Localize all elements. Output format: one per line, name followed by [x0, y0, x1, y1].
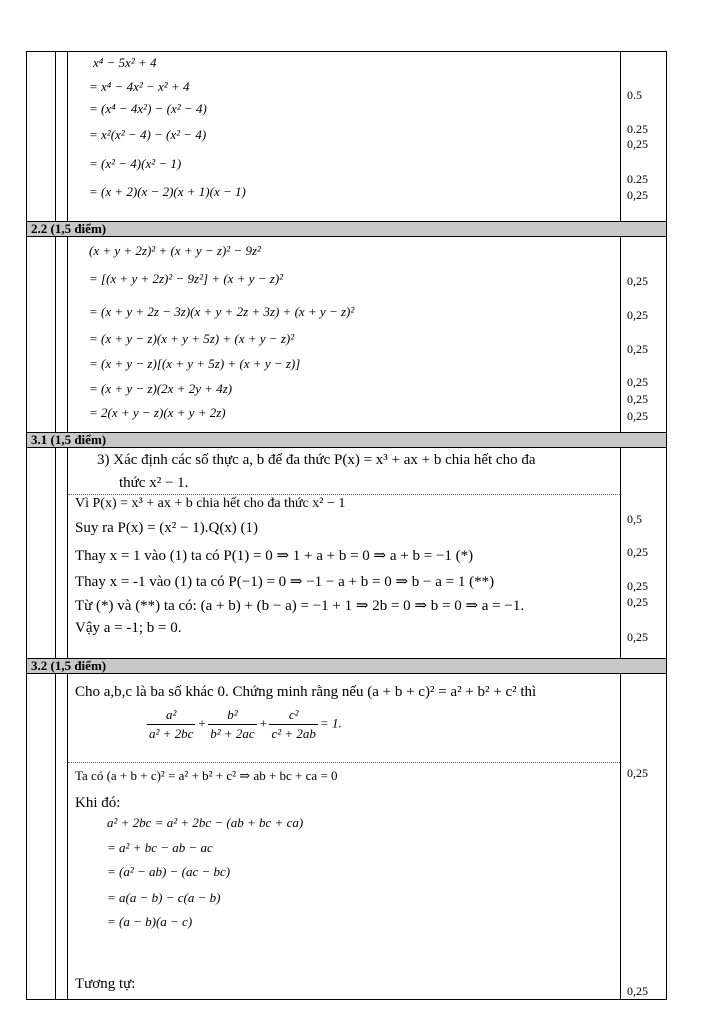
- fraction-a: $\frac{\text{a²}}{\text{a² + 2bc}}$: [149, 707, 194, 741]
- problem-3-2-line1: Cho a,b,c là ba số khác 0. Chứng minh rằng nếu (a + b + c)² = a² + b² + c² thì: [75, 684, 537, 700]
- p31-line: Vậy a = -1; b = 0.: [75, 620, 182, 636]
- score: 0,25: [627, 595, 648, 609]
- p31-line: Thay x = -1 vào (1) ta có P(−1) = 0 ⇒ −1 − a + b = 0 ⇒ b − a = 1 (**): [75, 574, 495, 590]
- p22-line: = (x + y + 2z − 3z)(x + y + 2z + 3z) + (x + y − z)²: [89, 304, 355, 319]
- dotted-divider: [68, 762, 620, 763]
- p1-line: = x⁴ − 4x² − x² + 4: [89, 79, 190, 94]
- dotted-divider: [68, 494, 620, 495]
- score: 0,25: [627, 409, 648, 423]
- score: 0,25: [627, 392, 648, 406]
- p32-line: = (a² − ab) − (ac − bc): [107, 864, 231, 879]
- p32-tuong-tu: Tương tự:: [75, 976, 136, 992]
- p32-ta-co: Ta có (a + b + c)² = a² + b² + c² ⇒ ab + bc + ca = 0: [75, 768, 338, 783]
- p31-line: Từ (*) và (**) ta có: (a + b) + (b − a) = −1 + 1 ⇒ 2b = 0 ⇒ b = 0 ⇒ a = −1.: [75, 598, 525, 614]
- score: 0,25: [627, 984, 648, 998]
- answer-table: [26, 51, 667, 1000]
- p1-line: = (x + 2)(x − 2)(x + 1)(x − 1): [89, 184, 246, 199]
- score: 0.5: [627, 88, 642, 102]
- score: 0.25: [627, 172, 648, 186]
- column-divider-inner: [67, 52, 68, 999]
- p22-line: = (x + y − z)(2x + 2y + 4z): [89, 381, 233, 396]
- fraction-identity: $\frac{\text{a²}}{\text{a² + 2bc}}$ + $\frac{\text{b²}}{\text{b² + 2ac}}$ + $\frac{\text{c²}}{\text{c² + 2ab}}$ = 1.: [149, 707, 342, 741]
- p22-line: = 2(x + y − z)(x + y + 2z): [89, 405, 226, 420]
- fraction-c: $\frac{\text{c²}}{\text{c² + 2ab}}$: [271, 707, 316, 741]
- p22-line: = [(x + y + 2z)² − 9z²] + (x + y − z)²: [89, 271, 284, 286]
- section-header-3-1: 3.1 (1,5 điểm): [27, 432, 666, 448]
- score: 0,25: [627, 308, 648, 322]
- section-header-2-2: 2.2 (1,5 điểm): [27, 221, 666, 237]
- p22-line: = (x + y − z)[(x + y + 5z) + (x + y − z)]: [89, 356, 301, 371]
- p1-line: = (x² − 4)(x² − 1): [89, 156, 182, 171]
- score: 0,25: [627, 375, 648, 389]
- p1-line: = (x⁴ − 4x²) − (x² − 4): [89, 101, 207, 116]
- score: 0,25: [627, 545, 648, 559]
- p31-line: Suy ra P(x) = (x² − 1).Q(x) (1): [75, 520, 259, 536]
- score: 0,25: [627, 630, 648, 644]
- p32-line: a² + 2bc = a² + 2bc − (ab + bc + ca): [107, 815, 304, 830]
- score: 0,25: [627, 274, 648, 288]
- column-divider-score: [620, 52, 621, 999]
- score: 0,5: [627, 512, 642, 526]
- p1-line: x⁴ − 5x² + 4: [93, 55, 157, 70]
- section-header-3-2: 3.2 (1,5 điểm): [27, 658, 666, 674]
- p22-line: (x + y + 2z)² + (x + y − z)² − 9z²: [89, 243, 261, 258]
- problem-3-1-line1: 3) Xác định các số thực a, b để đa thức P(x) = x³ + ax + b chia hết cho đa: [97, 452, 536, 468]
- score: 0,25: [627, 342, 648, 356]
- p22-line: = (x + y − z)(x + y + 5z) + (x + y − z)²: [89, 331, 295, 346]
- p32-line: = a(a − b) − c(a − b): [107, 890, 221, 905]
- fraction-b: $\frac{\text{b²}}{\text{b² + 2ac}}$: [210, 707, 255, 741]
- p32-line: = a² + bc − ab − ac: [107, 840, 213, 855]
- score: 0,25: [627, 579, 648, 593]
- problem-3-1-line2: thức x² − 1.: [119, 475, 189, 491]
- p31-line: Vì P(x) = x³ + ax + b chia hết cho đa thức x² − 1: [75, 496, 346, 511]
- p32-line: = (a − b)(a − c): [107, 914, 193, 929]
- score: 0,25: [627, 137, 648, 151]
- column-divider-left: [55, 52, 56, 999]
- p31-line: Thay x = 1 vào (1) ta có P(1) = 0 ⇒ 1 + a + b = 0 ⇒ a + b = −1 (*): [75, 548, 474, 564]
- score: 0,25: [627, 766, 648, 780]
- p1-line: = x²(x² − 4) − (x² − 4): [89, 127, 207, 142]
- score: 0,25: [627, 188, 648, 202]
- score: 0.25: [627, 122, 648, 136]
- p32-khi-do: Khi đó:: [75, 795, 121, 811]
